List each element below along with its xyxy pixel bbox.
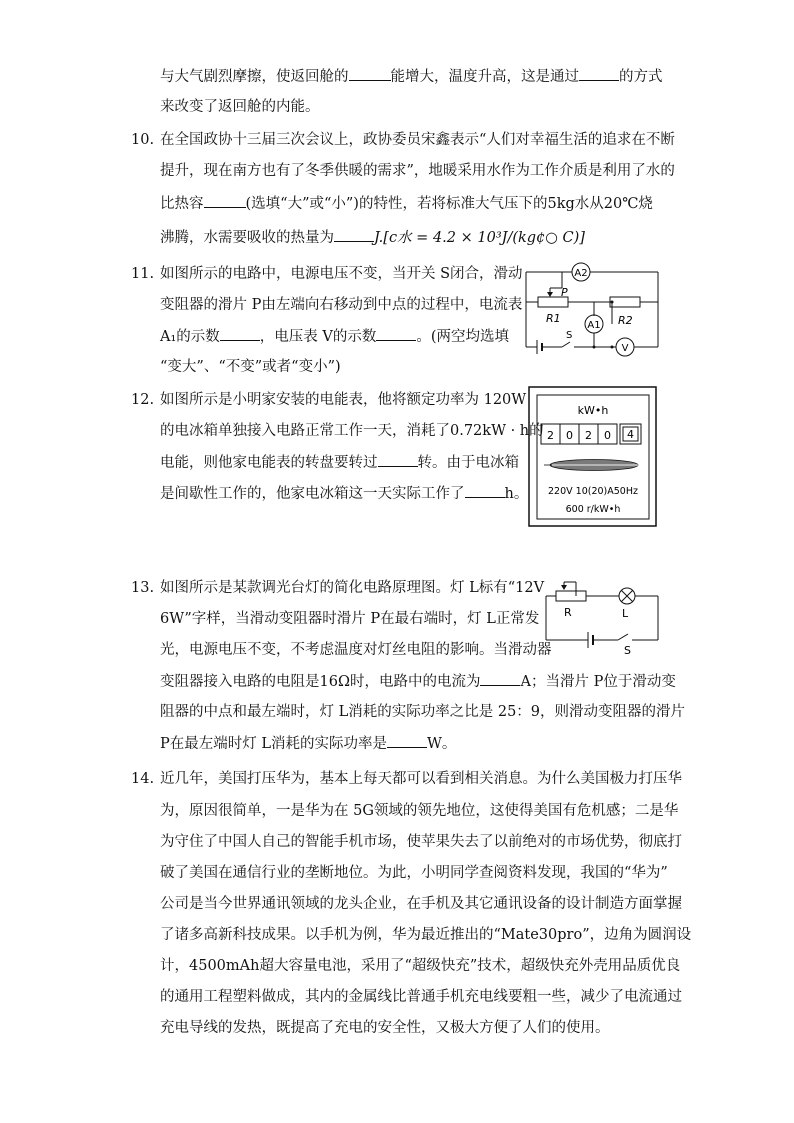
q11-line-2: 变阻器的滑片 P由左端向右移动到中点的过程中，电流表 <box>160 297 523 313</box>
q11-line-1: 如图所示的电路中，电源电压不变，当开关 S闭合，滑动 <box>160 266 523 282</box>
q14-line-8: 的通用工程塑料做成，其内的金属线比普通手机充电线要粗一些，减少了电流通过 <box>160 989 682 1005</box>
q11-line-3 <box>160 326 509 347</box>
q14-line-4: 破了美国在通信行业的垄断地位。为此，小明同学查阅资料发现，我国的“华为” <box>160 865 668 881</box>
q13-line-2: 6W”字样，当滑动变阻器时滑片 P在最右端时，灯 L正常发 <box>160 611 540 627</box>
answer-blank[interactable] <box>220 326 260 341</box>
q12-text: 转。由于电冰箱 <box>417 455 519 471</box>
q9-text: 的方式 <box>619 69 663 85</box>
q9-line-2: 来改变了返回舱的内能。 <box>160 99 320 115</box>
q14-line-5: 公司是当今世界通讯领域的龙头企业，在手机及其它通讯设备的设计制造方面掌握 <box>160 896 682 912</box>
question-number: 10. <box>131 132 155 148</box>
ammeter-a1-label: A1 <box>587 320 601 331</box>
resistor-r2-label: R2 <box>618 314 633 327</box>
q13-line-5: 阻器的中点和最左端时，灯 L消耗的实际功率之比是 25：9，则滑动变阻器的滑片 <box>160 704 686 720</box>
q11-line-4: “变大”、“不变”或者“变小”) <box>160 359 341 375</box>
q14-line-6: 了诸多高新科技成果。以手机为例，华为最近推出的“Mate30pro”，边角为圆润设 <box>160 927 692 943</box>
question-number: 14. <box>131 771 155 787</box>
q10-text: (选填“大”或“小”)的特性，若将标准大气压下的5kg水从20℃烧 <box>245 196 653 212</box>
q10-formula: J.[c水 = 4.2 × 10³J/(kg¢○ C)] <box>374 230 585 246</box>
q11-circuit-diagram <box>524 262 662 360</box>
meter-spec: 220V 10(20)A50Hz <box>548 486 638 497</box>
q13-text: A；当滑片 P位于滑动变 <box>520 674 676 690</box>
question-number: 12. <box>131 392 155 408</box>
q13-text: P在最左端时灯 L消耗的实际功率是 <box>160 736 387 752</box>
meter-rotor-disc <box>544 460 638 471</box>
q14-line-9: 充电导线的发热，既提高了充电的安全性，又极大方便了人们的使用。 <box>160 1020 610 1036</box>
electricity-meter-figure <box>528 386 658 528</box>
q14-line-7: 计，4500mAh超大容量电池，采用了“超级快充”技术，超级快充外壳用品质优良 <box>160 958 681 974</box>
q12-line-4 <box>160 483 528 504</box>
q13-text: 变阻器接入电路的电阻是16Ω时，电路中的电流为 <box>160 674 481 690</box>
answer-blank[interactable] <box>349 66 391 81</box>
answer-blank[interactable] <box>465 483 505 498</box>
q13-text: W。 <box>427 736 457 752</box>
meter-digit: 0 <box>566 429 573 442</box>
switch-s-label: S <box>624 644 631 657</box>
meter-unit: kW•h <box>577 404 609 417</box>
q10-text: 沸腾，水需要吸收的热量为 <box>160 230 334 246</box>
lamp-l-label: L <box>622 607 629 620</box>
q13-circuit-diagram <box>544 574 664 657</box>
q9-line-1 <box>160 66 663 87</box>
answer-blank[interactable] <box>480 671 520 686</box>
answer-blank[interactable] <box>579 66 619 81</box>
meter-digit: 4 <box>627 428 634 441</box>
meter-rate: 600 r/kW•h <box>565 504 621 515</box>
resistor-r1-label: R1 <box>546 312 561 325</box>
q13-line-3: 光，电源电压不变，不考虑温度对灯丝电阻的影响。当滑动器 <box>160 642 552 658</box>
q11-text: A₁的示数 <box>160 329 220 345</box>
answer-blank[interactable] <box>204 193 246 208</box>
ammeter-a2-label: A2 <box>574 268 588 279</box>
question-number: 13. <box>131 580 155 596</box>
q14-line-1: 近几年，美国打压华为，基本上每天都可以看到相关消息。为什么美国极力打压华 <box>160 771 682 787</box>
q12-text: 电能，则他家电能表的转盘要转过 <box>160 455 378 471</box>
q13-line-4 <box>160 671 676 692</box>
q14-line-3: 为守住了中国人自己的智能手机市场，使苹果失去了以前绝对的市场优势，彻底打 <box>160 834 682 850</box>
q14-line-2: 为，原因很简单，一是华为在 5G领域的领先地位，这使得美国有危机感；二是华 <box>160 803 679 819</box>
q13-line-6 <box>160 733 456 754</box>
voltmeter-label: V <box>621 343 629 354</box>
answer-blank[interactable] <box>387 733 427 748</box>
switch-s-label: S <box>566 330 573 341</box>
q9-text: 与大气剧烈摩擦，使返回舱的 <box>160 69 349 85</box>
answer-blank[interactable] <box>334 227 374 242</box>
q10-line-3 <box>160 193 653 214</box>
q12-line-3 <box>160 452 519 473</box>
q12-line-1: 如图所示是小明家安装的电能表，他将额定功率为 120W <box>160 392 527 408</box>
q10-text: 比热容 <box>160 196 204 212</box>
q10-line-4 <box>160 227 585 248</box>
q9-text: 能增大，温度升高，这是通过 <box>390 69 579 85</box>
q11-text: 。(两空均选填 <box>416 329 510 345</box>
q10-line-2: 提升，现在南方也有了冬季供暖的需求”，地暖采用水作为工作介质是利用了水的 <box>160 163 675 179</box>
slider-p-label: P <box>561 286 568 299</box>
q13-line-1: 如图所示是某款调光台灯的简化电路原理图。灯 L标有“12V <box>160 580 545 596</box>
q12-line-2: 的电冰箱单独接入电路正常工作一天，消耗了0.72kW · h的 <box>160 423 544 439</box>
meter-digit: 2 <box>585 429 592 442</box>
answer-blank[interactable] <box>376 326 416 341</box>
meter-digit: 0 <box>604 429 611 442</box>
answer-blank[interactable] <box>378 452 418 467</box>
q10-line-1: 在全国政协十三届三次会议上，政协委员宋鑫表示“人们对幸福生活的追求在不断 <box>160 132 675 148</box>
q12-text: 是间歇性工作的，他家电冰箱这一天实际工作了 <box>160 486 465 502</box>
meter-digit: 2 <box>547 429 554 442</box>
question-number: 11. <box>131 266 155 282</box>
q11-text: ，电压表 V的示数 <box>259 329 377 345</box>
q12-text: h。 <box>504 486 529 502</box>
resistor-r-label: R <box>564 606 572 619</box>
